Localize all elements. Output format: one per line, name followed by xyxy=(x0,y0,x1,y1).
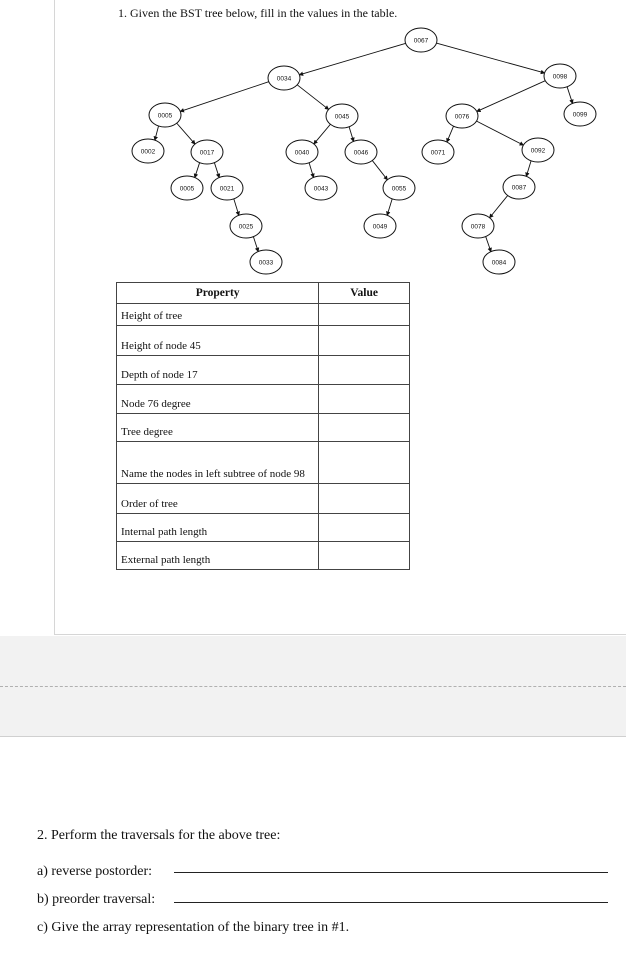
property-table xyxy=(116,282,410,570)
tree-node-label: 0084 xyxy=(491,259,507,267)
value-cell[interactable] xyxy=(319,304,410,326)
tree-node-label: 0043 xyxy=(313,185,329,193)
tree-edge xyxy=(447,125,454,142)
tree-edge xyxy=(296,84,329,110)
tree-edge xyxy=(485,235,491,251)
tree-node-label: 0045 xyxy=(334,113,350,121)
tree-edge xyxy=(253,235,258,251)
tree-edge xyxy=(299,43,407,75)
property-cell: External path length xyxy=(117,542,319,570)
tree-node-label: 0098 xyxy=(552,73,568,81)
header-property: Property xyxy=(117,283,319,304)
tree-node-label: 0076 xyxy=(454,113,470,121)
tree-node-label: 0078 xyxy=(470,223,486,231)
tree-node xyxy=(345,140,377,164)
tree-node xyxy=(422,140,454,164)
tree-node xyxy=(132,139,164,163)
tree-node-label: 0046 xyxy=(353,149,369,157)
tree-node xyxy=(211,176,243,200)
tree-node xyxy=(305,176,337,200)
tree-node xyxy=(230,214,262,238)
tree-node-label: 0071 xyxy=(430,149,446,157)
tree-edge xyxy=(567,86,573,104)
tree-node-label: 0017 xyxy=(199,149,215,157)
header-value: Value xyxy=(319,283,410,304)
value-cell[interactable] xyxy=(319,326,410,356)
tree-node-label: 0005 xyxy=(157,112,173,120)
tree-edge xyxy=(314,123,331,144)
tree-node xyxy=(503,175,535,199)
property-cell: Order of tree xyxy=(117,484,319,514)
tree-node-label: 0034 xyxy=(276,75,292,83)
tree-edge xyxy=(214,161,219,177)
tree-edge xyxy=(180,81,270,111)
tree-node-label: 0049 xyxy=(372,223,388,231)
tree-edge xyxy=(349,126,354,142)
tree-node xyxy=(483,250,515,274)
tree-edge xyxy=(195,161,200,177)
tree-node-label: 0033 xyxy=(258,259,274,267)
tree-node-label: 0067 xyxy=(413,37,429,45)
tree-node xyxy=(191,140,223,164)
question-2a-text: a) reverse postorder: xyxy=(37,864,153,879)
tree-node xyxy=(326,104,358,128)
question-1-text: 1. Given the BST tree below, fill in the values in the table. xyxy=(118,6,398,20)
tree-node xyxy=(268,66,300,90)
tree-node xyxy=(446,104,478,128)
tree-edge xyxy=(233,198,238,216)
property-cell: Depth of node 17 xyxy=(117,356,319,385)
tree-node-label: 0040 xyxy=(294,149,310,157)
tree-node-label: 0087 xyxy=(511,184,527,192)
tree-edge xyxy=(526,160,531,177)
answer-line-2b[interactable] xyxy=(174,902,608,903)
tree-node xyxy=(564,102,596,126)
value-cell[interactable] xyxy=(319,414,410,442)
property-cell: Node 76 degree xyxy=(117,385,319,414)
question-2b-text: b) preorder traversal: xyxy=(37,892,156,907)
tree-edge xyxy=(387,198,392,216)
property-cell: Internal path length xyxy=(117,514,319,542)
tree-edge xyxy=(490,194,509,217)
tree-edge xyxy=(309,162,314,178)
value-cell[interactable] xyxy=(319,542,410,570)
property-cell: Height of tree xyxy=(117,304,319,326)
tree-node xyxy=(364,214,396,238)
property-cell: Tree degree xyxy=(117,414,319,442)
tree-node xyxy=(250,250,282,274)
tree-node xyxy=(149,103,181,127)
tree-edge xyxy=(477,80,547,111)
answer-line-2a[interactable] xyxy=(174,872,608,873)
tree-node xyxy=(522,138,554,162)
tree-node-label: 0099 xyxy=(572,111,588,119)
question-2c-text: c) Give the array representation of the binary tree in #1. xyxy=(37,920,350,935)
tree-node xyxy=(286,140,318,164)
tree-node-label: 0005 xyxy=(179,185,195,193)
tree-node xyxy=(544,64,576,88)
value-cell[interactable] xyxy=(319,514,410,542)
tree-node-label: 0002 xyxy=(140,148,156,156)
tree-node-label: 0021 xyxy=(219,185,235,193)
tree-edge xyxy=(155,125,159,140)
bst-tree-diagram xyxy=(0,0,626,280)
value-cell[interactable] xyxy=(319,484,410,514)
tree-edge xyxy=(371,159,387,179)
property-cell: Name the nodes in left subtree of node 98 xyxy=(117,442,319,484)
tree-node xyxy=(462,214,494,238)
value-cell[interactable] xyxy=(319,385,410,414)
tree-edge xyxy=(176,122,195,144)
property-cell: Height of node 45 xyxy=(117,326,319,356)
tree-edge xyxy=(475,120,523,145)
tree-node xyxy=(405,28,437,52)
tree-node-label: 0025 xyxy=(238,223,254,231)
value-cell[interactable] xyxy=(319,442,410,484)
question-2-text: 2. Perform the traversals for the above tree: xyxy=(37,828,281,843)
tree-node-label: 0092 xyxy=(530,147,546,155)
tree-node-label: 0055 xyxy=(391,185,407,193)
tree-edge xyxy=(435,43,545,73)
page-break-divider xyxy=(0,686,626,687)
tree-node xyxy=(171,176,203,200)
tree-node xyxy=(383,176,415,200)
value-cell[interactable] xyxy=(319,356,410,385)
